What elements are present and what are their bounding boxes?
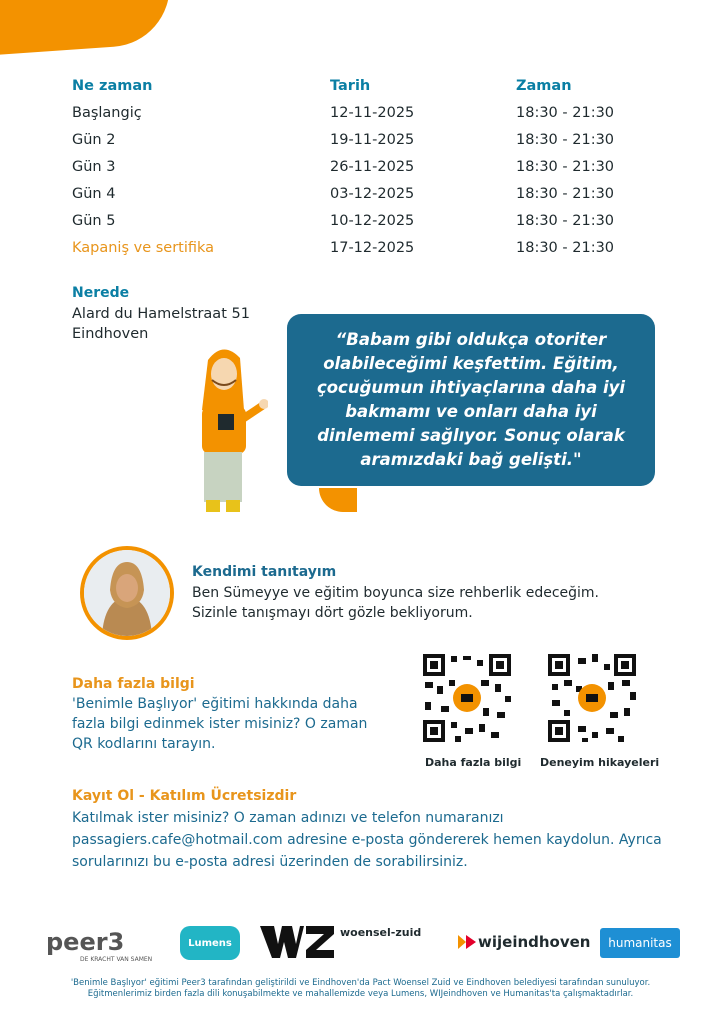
row-label: Gün 4 — [72, 186, 116, 202]
row-time: 18:30 - 21:30 — [516, 105, 615, 121]
row-time: 18:30 - 21:30 — [516, 159, 615, 175]
row-date: 12-11-2025 — [330, 105, 415, 121]
partner-logos — [46, 918, 686, 966]
location-title: Nerede — [72, 285, 130, 301]
wijeindhoven-logo-text: wijeindhoven — [478, 933, 591, 951]
schedule-row — [72, 105, 632, 132]
quote-tail-decoration — [319, 488, 357, 512]
row-label: Başlangiç — [72, 105, 142, 121]
woensel-zuid-logo — [340, 908, 421, 956]
row-time: 18:30 - 21:30 — [516, 213, 615, 229]
location-city: Eindhoven — [72, 326, 149, 342]
schedule-row — [72, 213, 632, 240]
peer3-tagline: DE KRACHT VAN SAMEN — [80, 956, 153, 963]
intro-title: Kendimi tanıtayım — [192, 564, 337, 580]
qr-code-icon[interactable] — [546, 652, 638, 744]
more-info-title: Daha fazla bilgi — [72, 676, 195, 692]
schedule-header — [72, 78, 632, 105]
schedule-row-final — [72, 240, 632, 267]
row-label: Gün 5 — [72, 213, 116, 229]
register-title: Kayıt Ol - Katılım Ücretsizdir — [72, 788, 297, 804]
woensel-zuid-logo-text: woensel-zuid — [340, 925, 422, 939]
intro-text: Ben Sümeyye ve eğitim boyunca size rehberlik edeceğim. Sizinle tanışmayı dört gözle bekliyorum. — [192, 585, 600, 621]
footer-line: 'Benimle Başlıyor' eğitimi Peer3 tarafından geliştirildi ve Eindhoven'da Pact Woensel Zuid ve Eindhoven belediyesi tarafından sunuluyor. — [70, 978, 651, 988]
header-when: Ne zaman — [72, 78, 153, 94]
register-text: Katılmak ister misiniz? O zaman adınızı ve telefon numaranızı passagiers.cafe@hotmail.com adresine e-posta göndererek hemen kaydolun. Ayrıca sorularınızı bu e-posta adresi üzerinden de sorabilirsiniz. — [72, 810, 662, 870]
trainer-portrait-icon — [84, 550, 170, 636]
wz-mark-icon — [260, 926, 334, 958]
qr-caption: Daha fazla bilgi — [425, 756, 522, 769]
row-time: 18:30 - 21:30 — [516, 132, 615, 148]
row-date: 10-12-2025 — [330, 213, 415, 229]
footer-line: Eğitmenlerimiz birden fazla dili konuşabilmekte ve mahallemizde veya Lumens, WIJeindhoven ve Humanitas'ta çalışmaktadırlar. — [87, 989, 634, 999]
lumens-logo-text: Lumens — [188, 937, 232, 949]
row-date: 19-11-2025 — [330, 132, 415, 148]
corner-decoration — [0, 0, 174, 57]
header-date: Tarih — [330, 78, 371, 94]
peer3-logo-text: peer3 — [46, 928, 125, 956]
peer3-logo — [46, 918, 153, 966]
schedule-row — [72, 132, 632, 159]
trainer-photo-frame — [80, 546, 174, 640]
schedule-row — [72, 186, 632, 213]
row-label: Gün 2 — [72, 132, 116, 148]
qr-caption: Deneyim hikayeleri — [540, 756, 660, 769]
more-info-text: 'Benimle Başlıyor' eğitimi hakkında daha fazla bilgi edinmek ister misiniz? O zaman QR kodlarını tarayın. — [72, 696, 368, 752]
wijeindhoven-mark-icon — [456, 931, 478, 953]
row-time: 18:30 - 21:30 — [516, 240, 615, 256]
avatar — [84, 550, 170, 636]
mascot-illustration — [178, 340, 268, 520]
wijeindhoven-logo — [456, 918, 591, 966]
schedule-table — [72, 78, 632, 267]
header-time: Zaman — [516, 78, 572, 94]
row-time: 18:30 - 21:30 — [516, 186, 615, 202]
humanitas-logo-text: humanitas — [608, 936, 672, 950]
schedule-row — [72, 159, 632, 186]
wz-logo — [260, 918, 334, 966]
row-label: Kapaniş ve sertifika — [72, 240, 215, 256]
row-label: Gün 3 — [72, 159, 116, 175]
quote-text: “Babam gibi oldukça otoriter olabileceğimi keşfettim. Eğitim, çocuğumun ihtiyaçlarına daha iyi bakmamı ve onları daha iyi dinlememi sağlıyor. Sonuç olarak aramızdaki bağ gelişti." — [316, 330, 626, 469]
row-date: 03-12-2025 — [330, 186, 415, 202]
lumens-logo — [180, 926, 240, 960]
qr-code-icon[interactable] — [421, 652, 513, 744]
humanitas-logo — [600, 928, 680, 958]
row-date: 17-12-2025 — [330, 240, 415, 256]
testimonial-quote — [287, 314, 655, 486]
location-address: Alard du Hamelstraat 51 — [72, 306, 250, 322]
row-date: 26-11-2025 — [330, 159, 415, 175]
footer-note — [40, 978, 681, 1000]
